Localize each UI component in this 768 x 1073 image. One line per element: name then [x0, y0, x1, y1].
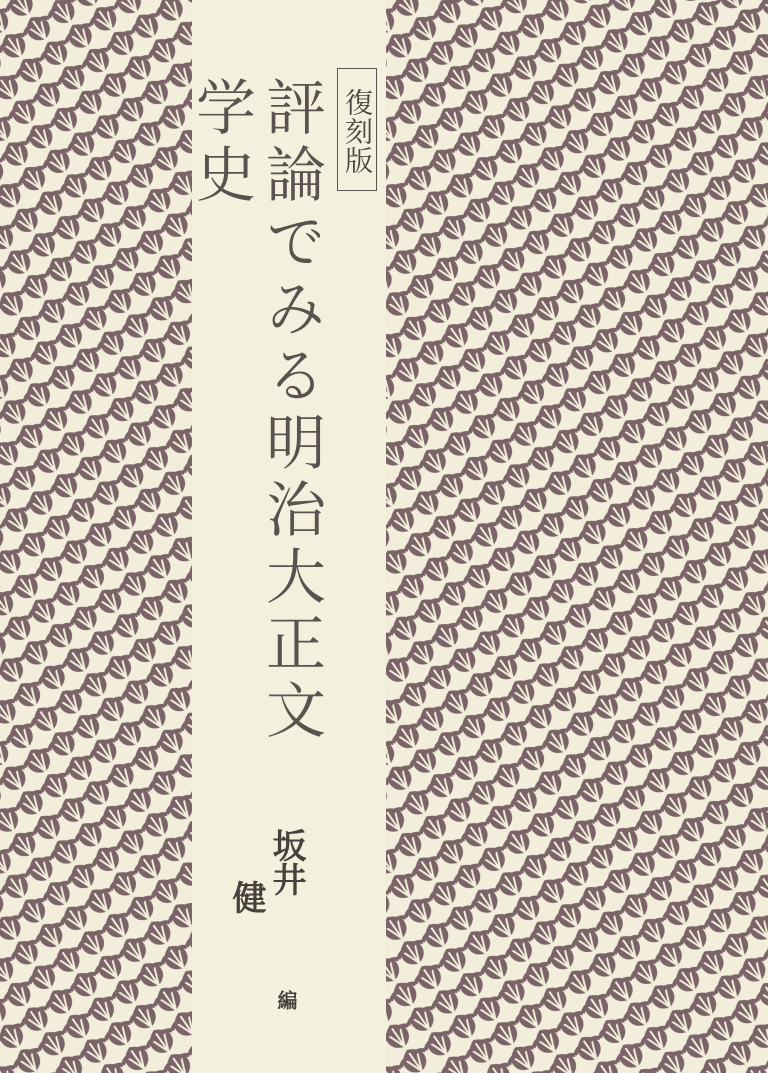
left-decorative-pattern [0, 0, 192, 1073]
editor-role-label: 編 [274, 990, 298, 1010]
right-decorative-pattern [386, 0, 768, 1073]
author-name [226, 828, 306, 938]
author-surname: 坂井 [266, 828, 306, 896]
book-title: 評論でみる明治大正文学史 [186, 76, 326, 746]
edition-label: 復刻版 [337, 68, 377, 191]
author-given-name: 健 [226, 880, 266, 914]
